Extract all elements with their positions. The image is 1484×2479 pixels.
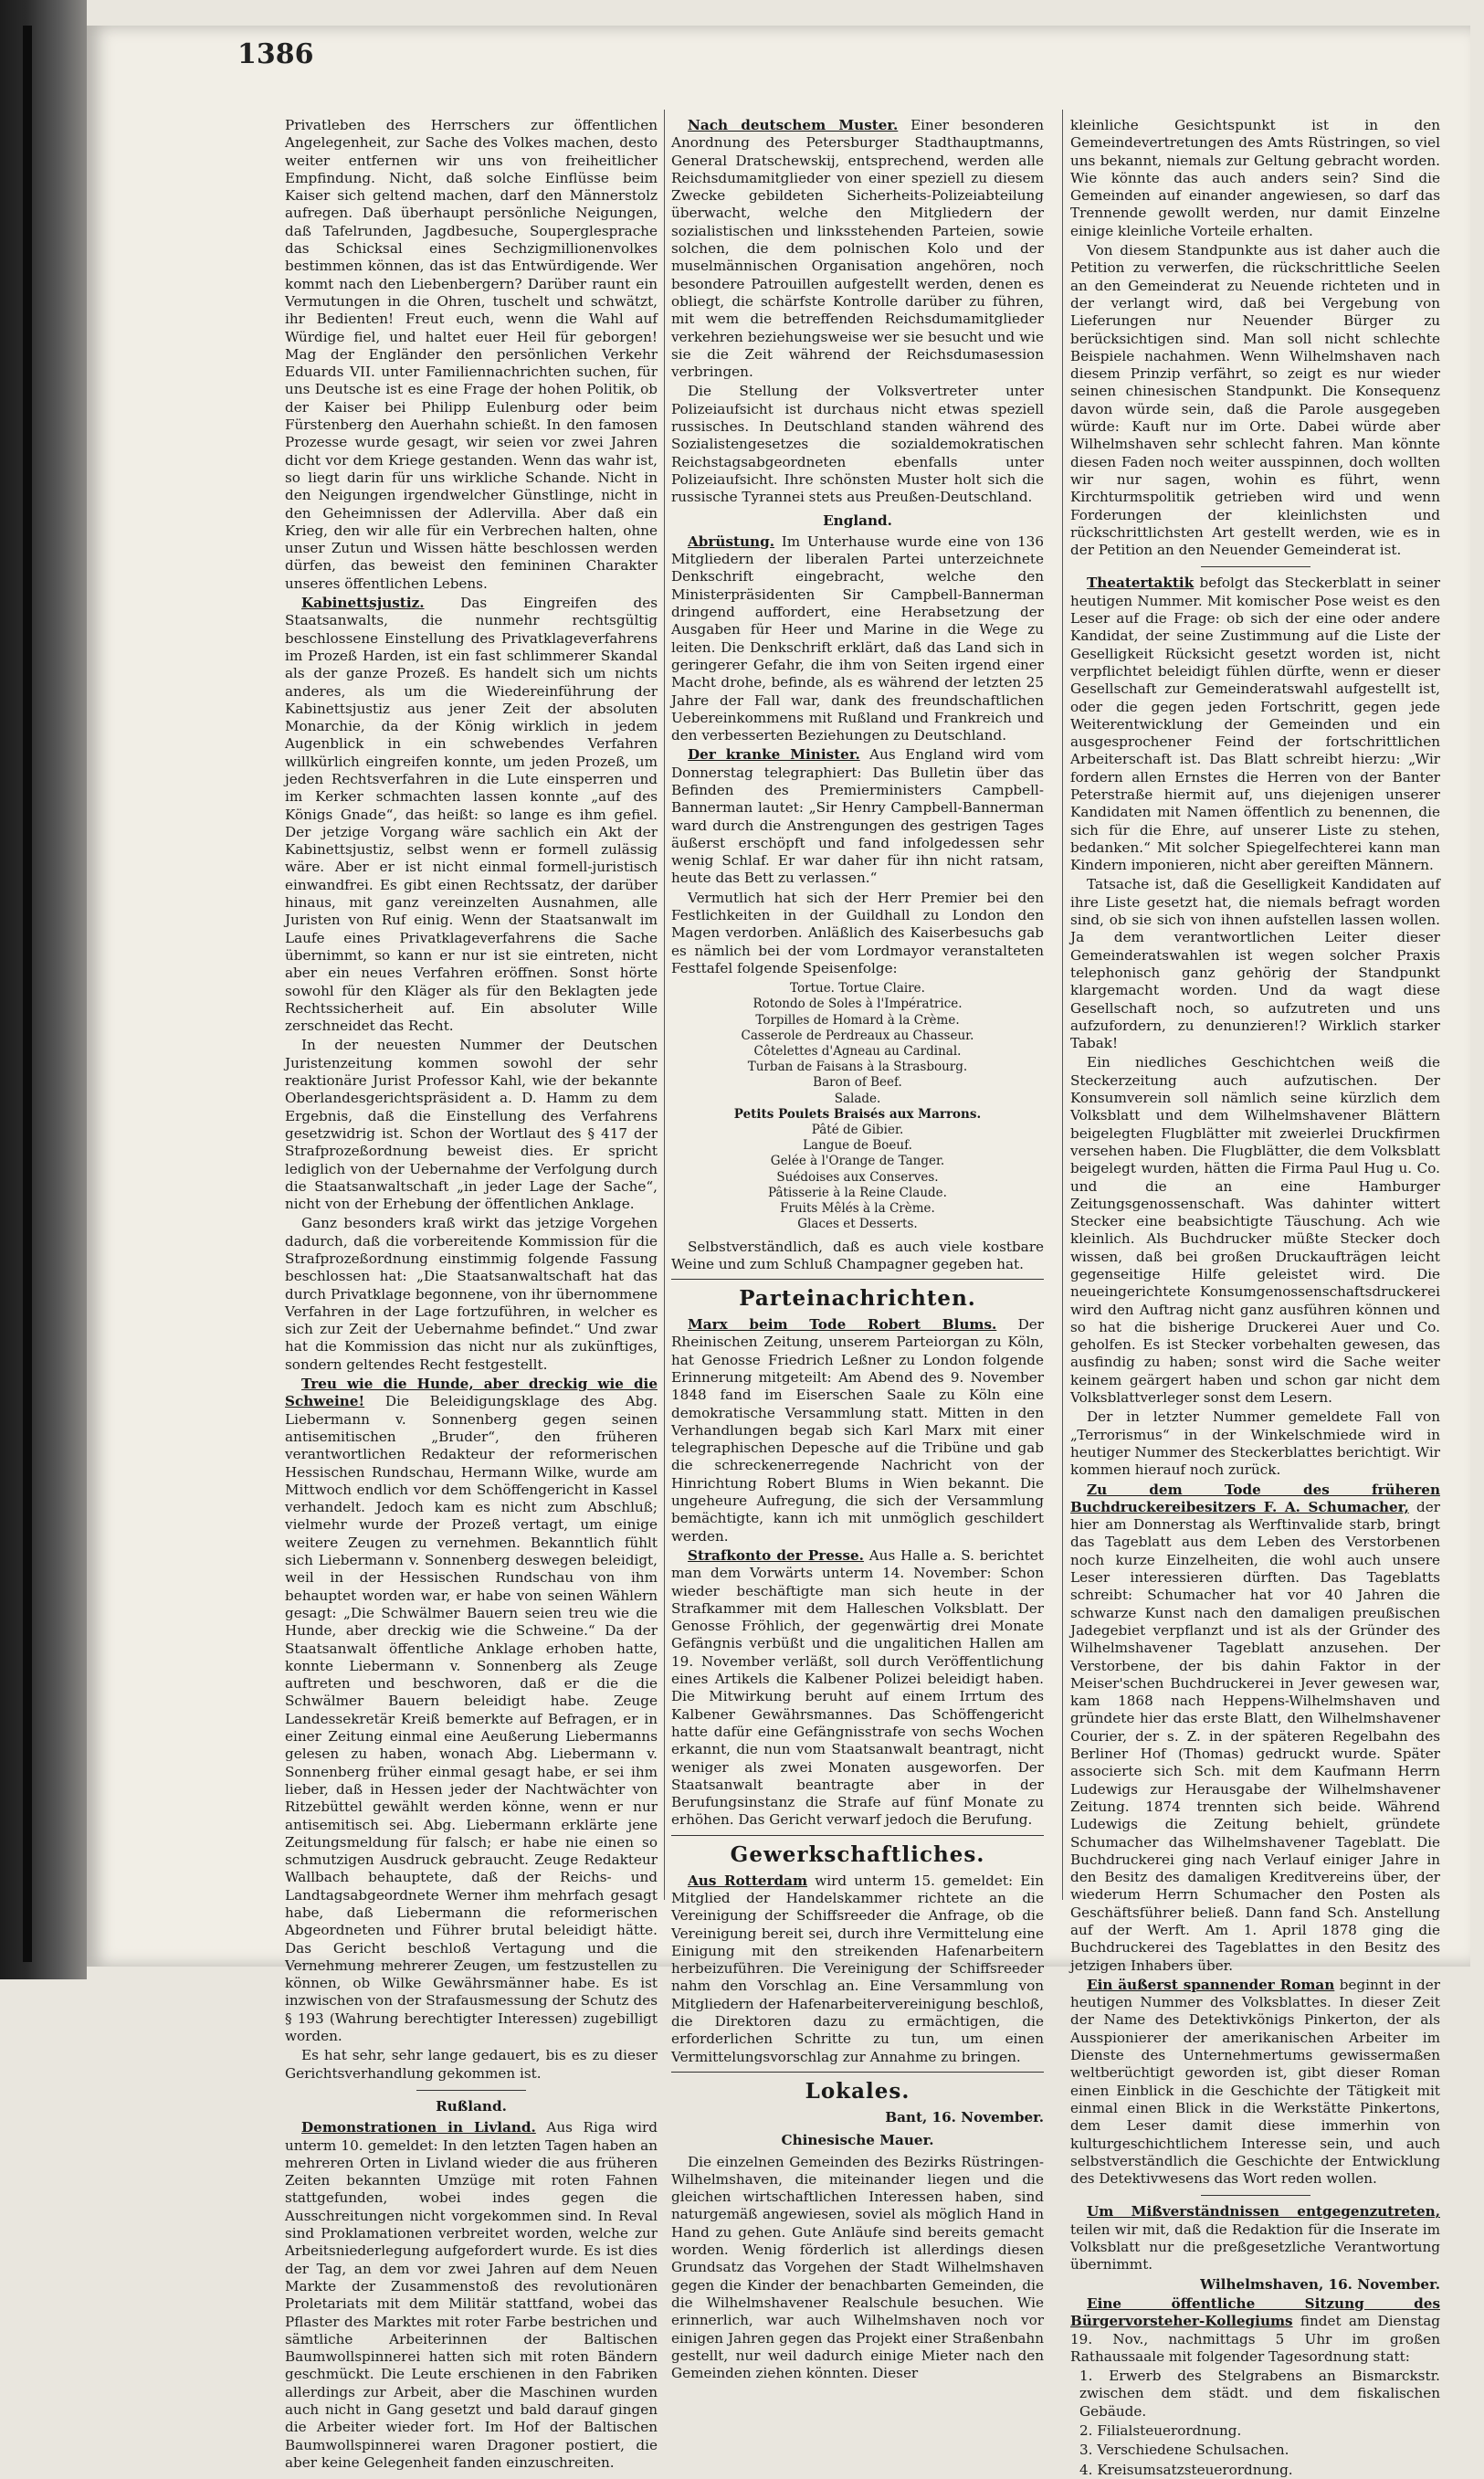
- article-paragraph: kleinliche Gesichtspunkt ist in den Gemeindevertretungen des Amts Rüstringen, so viel uns bekannt, niemals zur Geltung gebracht worden. Wie könnte das auch anders sein? Sind die Gemeinden auf einander angewiesen, so darf das Trennende gewollt werden, nur damit Einzelne einige kleinliche Vorteile erhalten.: [1070, 117, 1440, 239]
- section-heading-russland: Rußland.: [436, 2097, 507, 2115]
- menu-item: Côtelettes d'Agneau au Cardinal.: [753, 1044, 962, 1060]
- article-paragraph: Es hat sehr, sehr lange gedauert, bis es zu dieser Gerichtsverhandlung gekommen ist.: [285, 2047, 658, 2082]
- article-lead: Strafkonto der Presse.: [688, 1546, 864, 1564]
- article-text: befolgt das Steckerblatt in seiner heutigen Nummer. Mit komischer Pose weist es den Leser auf die Frage: ob sich der eine oder andere Kandidat, der seine Zustimmung auf die Liste der Geselligkeit Rücksicht gesetzt worden ist, nicht verpflichtet beleidigt fühlen dürfte, wenn er dieser Gesellschaft zur Gemeinderatswahl aufgestellt ist, oder die gegen jeden Fortschritt, gegen jede Weiterentwicklung der Gemeinden und ein ausgesprochener Feind der fortschrittlichen Arbeiterschaft ist. Das Blatt schreibt hierzu: „Wir fordern allen Ernstes die Herren von der Banter Peterstraße hiermit auf, uns diejenigen unserer Kandidaten mit Namen öffentlich zu benennen, die sich für die Ehre, auf unserer Liste zu stehen, bedanken.“ Mit solcher Spiegelfechterei kann man Kindern imponieren, nicht aber gereiften Männern.: [1070, 575, 1441, 874]
- article-sitzung: [1070, 2295, 1440, 2366]
- menu-item: Torpilles de Homard à la Crème.: [755, 1012, 960, 1028]
- article-paragraph: Ganz besonders kraß wirkt das jetzige Vorgehen dadurch, daß die vorbereitende Kommission für die Strafprozeßordnung einstimmig folgende Fassung beschlossen hat: „Die Staatsanwaltschaft hat das durch Privatklage begonnene, von ihr übernommene Verfahren in der Lage fortzuführen, in welcher es sich zur Zeit der Uebernahme befindet.“ Und zwar hat die Kommission das nicht nur als zukünftiges, sondern geltendes Recht festgestellt.: [285, 1215, 658, 1373]
- article-abruestung: [671, 533, 1044, 745]
- article-paragraph: Ein niedliches Geschichtchen weiß die Steckerzeitung auch aufzutischen. Der Konsumverein soll nämlich seine kürzlich dem Volksblatt und dem Wilhelmshavener Blättern beigelegten Flugblätter mit zweierlei Druckfirmen versehen haben. Die Flugblätter, die dem Volksblatt beigelegt wurden, hätten die Firma Paul Hug u. Co. und die an eine Hamburger Zeitungsgenossenschaft. Was dahinter wittert Stecker eine beabsichtigte Täuschung. Ach wie kleinlich. Als Buchdrucker müßte Stecker doch wissen, daß bei großen Druckaufträgen leicht gegenseitige Hilfe geleistet wird. Die neueingerichtete Konsumgenossenschaftsdruckerei wird den Auftrag nicht ganz ausführen können und so hat die bisherige Druckerei Auer und Co. geholfen. Es ist Stecker vorbehalten gewesen, das ausfindig zu haben; sonst wird die Sache weiter keinem geärgert haben und schon gar nicht dem Volksblattverleger sonst dem Lesern.: [1070, 1054, 1440, 1407]
- article-text: findet am Dienstag 19. Nov., nachmittags 5 Uhr im großen Rathaussaale mit folgender Tagesordnung statt:: [1070, 2313, 1440, 2365]
- section-heading-gewerkschaftliches: Gewerkschaftliches.: [730, 1841, 985, 1867]
- article-paragraph: Selbstverständlich, daß es auch viele kostbare Weine und zum Schluß Champagner gegeben hat.: [671, 1238, 1044, 1272]
- menu-item: Baron of Beef.: [813, 1075, 902, 1091]
- column-1: [285, 117, 658, 2471]
- article-roman: [1070, 1977, 1440, 2189]
- book-binding: [0, 0, 87, 1979]
- article-lead: Abrüstung.: [688, 533, 775, 550]
- article-paragraph: Vermutlich hat sich der Herr Premier bei den Festlichkeiten in der Guildhall zu London den Magen verdorben. Anläßlich des Kaiserbesuchs gab es nämlich bei der vom Lordmayor veranstalteten Festtafel folgende Speisenfolge:: [671, 889, 1044, 976]
- divider: [671, 1279, 1044, 1280]
- article-lead: Nach deutschem Muster.: [688, 117, 899, 133]
- divider: [416, 2090, 526, 2091]
- article-paragraph: Die einzelnen Gemeinden des Bezirks Rüstringen-Wilhelmshaven, die miteinander liegen und die gleichen wirtschaftlichen Interessen haben, sind naturgemäß angewiesen, soviel als möglich Hand in Hand zu gehen. Gute Anläufe sind bereits gemacht worden. Wenig förderlich ist allerdings diesen Grundsatz das Vorgehen der Stadt Wilhelmshaven gegen die Kinder der benachbarten Gemeinden, die die Wilhelmshavener Realschule besuchen. Wie erinnerlich, war auch Wilhelmshaven noch vor einigen Jahren gegen das Projekt einer Straßenbahn gestellt, nur weil dadurch einige Mieter nach den Gemeinden ziehen könnten. Dieser: [671, 2153, 1044, 2382]
- article-text: Einer besonderen Anordnung des Petersburger Stadthauptmanns, General Dratschewskij, entsprechend, werden alle Reichsdumamitglieder von einer speziell zu diesem Zwecke gebildeten Sicherheits-Polizeiabteilung überwacht, welche den Mitgliedern der sozialistischen und linksstehenden Parteien, sowie solchen, die dem polnischen Kolo und der muselmännischen Organisation angehören, noch besondere Patrouillen aufgestellt werden, denen es obliegt, die schärfste Kontrolle darüber zu führen, mit wem die betreffenden Reichsdumamitglieder verkehren beziehungsweise wer sie besucht und wie sie die Zeit während der Reichsdumasession verbringen.: [671, 117, 1044, 381]
- page-number: 1386: [237, 38, 314, 70]
- article-lead: Der kranke Minister.: [688, 746, 860, 764]
- article-text: Aus Halle a. S. berichtet man dem Vorwärts unterm 14. November: Schon wieder beschäftigte man sich heute in der Strafkammer mit dem Halleschen Volksblatt. Der Genosse Fröhlich, der gegenwärtig drei Monate Gefängnis verbüßt und die ungalitichen Hallen am 19. November verläßt, soll durch Veröffentlichung eines Artikels die Kalbener Polizei beleidigt haben. Die Mitwirkung beruht auf einem Irrtum des Kalbener Gewährsmannes. Das Schöffengericht hatte dafür eine Gefängnisstrafe von sechs Wochen erkannt, die nun vom Staatsanwalt beantragt, nicht weniger als zwei Monaten ausgeworfen. Der Staatsanwalt beantragte aber in der Berufungsinstanz die Strafe auf fünf Monate zu erhöhen. Das Gericht verwarf jedoch die Berufung.: [671, 1546, 1044, 1829]
- article-text: Das Eingreifen des Staatsanwalts, die nunmehr rechtsgültig beschlossene Einstellung des Privatklageverfahrens im Prozeß Harden, ist ein fast schlimmerer Skandal als der ganze Prozeß. Es handelt sich um nichts anderes, als um die Wiedereinführung der Kabinettsjustiz aus jener Zeit der absoluten Monarchie, da der König wirklich in jedem Augenblick in ein schwebendes Verfahren willkürlich eingreifen konnte, um jeden Prozeß, um jeden Rechtsverfahren in die Lute einsperren und im Kerker schmachten lassen konnte „auf des Königs Gnade“, das heißt: so lange es ihm gefiel. Der jetzige Vorgang wäre sachlich ein Akt der Kabinettsjustiz, selbst wenn er formell zulässig wäre. Aber er ist nicht einmal formell-juristisch einwandfrei. Es gibt einen Rechtssatz, der darüber hinaus, mit ganz vereinzelten Ausnahmen, alle Juristen von Ruf einig. Wenn der Staatsanwalt im Laufe eines Privatklageverfahrens die Sache übernimmt, so kann er nur ist sie eintreten, nicht aber ein neues Verfahren eröffnen. Sonst hörte sowohl für den Kläger als für den Beklagten jede Rechtssicherheit auf. Ein absoluter Wille zerschneidet das Recht.: [285, 595, 658, 1035]
- column-rule-2: [1062, 110, 1063, 1900]
- article-lead: Um Mißverständnissen entgegenzutreten,: [1087, 2203, 1440, 2221]
- article-text: Der Rheinischen Zeitung, unserem Parteiorgan zu Köln, hat Genosse Friedrich Leßner zu London folgende Erinnerung mitgeteilt: Am Abend des 9. November 1848 fand im Eiserschen Saale zu Köln eine demokratische Versammlung statt. Mitten in den Verhandlungen begab sich Karl Marx mit einer telegraphischen Depesche auf die Tribüne und gab die schreckenerregende Nachricht von der Hinrichtung Robert Blums in Wien bekannt. Die ungeheure Aufregung, die sich der Versammlung bemächtigte, kann ich mit unmöglich geschildert werden.: [671, 1316, 1044, 1545]
- column-3: [1070, 117, 1441, 2478]
- article-kabinettsjustiz: [285, 595, 658, 1035]
- article-theatertaktik: [1070, 575, 1440, 874]
- section-heading-england: England.: [823, 512, 892, 529]
- banquet-menu: [671, 981, 1044, 1232]
- binding-edge: [23, 26, 32, 1962]
- menu-item: Casserole de Perdreaux au Chasseur.: [741, 1028, 974, 1043]
- article-text: beginnt in der heutigen Nummer des Volksblattes. In dieser Zeit der Name des Detektivkönigs Pinkerton, der als Ausspionierer der amerikanischen Arbeiter im Dienste des Unternehmertums gewissermaßen weltberüchtigt geworden ist, gibt dieser Roman einen Einblick in die Geschichte der Tätigkeit mit einmal einen Blick in die Werkstätte Pinkertons, dem Leser damit diese immerhin von kulturgeschichtlichem Interesse sein, und auch selbstverständlich die Geschichte der Entwicklung des Detektivwesens das Wort reden wollen.: [1070, 1976, 1440, 2188]
- article-lead: Kabinettsjustiz.: [301, 595, 425, 612]
- divider: [671, 2072, 1044, 2073]
- article-lead: Treu wie die Hunde, aber dreckig wie die Schweine!: [285, 1376, 658, 1410]
- menu-item: Fruits Mêlés à la Crème.: [780, 1201, 935, 1217]
- article-livland: [285, 2119, 658, 2472]
- menu-item: Glaces et Desserts.: [797, 1217, 918, 1232]
- menu-item: Langue de Boeuf.: [803, 1138, 912, 1154]
- column-rule-1: [664, 110, 665, 1900]
- article-rotterdam: [671, 1872, 1044, 2066]
- article-text: teilen wir mit, daß die Redaktion für die Inserate im Volksblatt nur die preßgesetzliche Verantwortung übernimmt.: [1070, 2221, 1440, 2273]
- article-paragraph: Tatsache ist, daß die Geselligkeit Kandidaten auf ihre Liste gesetzt hat, die niemals befragt worden sind, ob sie sich von ihnen aufstellen lassen wollen. Ja dem verantwortlichen Leiter dieser Gemeinderatswahlen ist wegen solcher Praxis telephonisch ganz gehörig der Standpunkt klargemacht worden. Und da wagt diese Gesellschaft noch, so aufzutreten und uns aufzufordern, zu denunzieren!? Wirklich starker Tabak!: [1070, 876, 1440, 1052]
- article-text: wird unterm 15. gemeldet: Ein Mitglied der Handelskammer richtete an die Vereinigung der Schiffsreeder die Anfrage, ob die Vereinigung bereit sei, durch ihre Vermittelung eine Einigung mit den streikenden Hafenarbeitern herbeizuführen. Die Vereinigung der Schiffsreeder nahm den Vorschlag an. Eine Versammlung von Mitgliedern der Hafenarbeitervereinigung beschloß, die Direktoren dazu zu ermächtigen, die erforderlichen Schritte zu tun, um einen Vermittelungsvorschlag zur Annahme zu bringen.: [671, 1872, 1045, 2065]
- article-kranke-minister: [671, 746, 1044, 887]
- article-schumacher: [1070, 1482, 1440, 1975]
- menu-item: Gelée à l'Orange de Tanger.: [770, 1154, 945, 1169]
- section-heading-parteinachrichten: Parteinachrichten.: [739, 1286, 976, 1312]
- article-missverstaendnisse: [1070, 2203, 1440, 2273]
- article-paragraph: Der in letzter Nummer gemeldete Fall von „Terrorismus“ in der Winkelschmiede wird in heutiger Nummer des Steckerblattes berichtigt. Wir kommen hierauf noch zurück.: [1070, 1408, 1440, 1479]
- divider: [1201, 2195, 1310, 2196]
- menu-item: Petits Poulets Braisés aux Marrons.: [733, 1106, 982, 1122]
- article-lead: Aus Rotterdam: [688, 1872, 808, 1889]
- menu-item: Tortue. Tortue Claire.: [790, 981, 925, 997]
- dateline: Wilhelmshaven, 16. November.: [1200, 2275, 1440, 2293]
- agenda-item: 1. Erwerb des Stelgrabens an Bismarckstr. zwischen dem städt. und dem fiskalischen Gebäude.: [1079, 2368, 1440, 2420]
- menu-item: Salade.: [834, 1091, 881, 1106]
- column-2: [671, 117, 1045, 2382]
- menu-item: Turban de Faisans à la Strasbourg.: [747, 1060, 968, 1075]
- article-lead: Demonstrationen in Livland.: [301, 2119, 536, 2136]
- article-text: Aus Riga wird unterm 10. gemeldet: In den letzten Tagen haben an mehreren Orten in Livland wieder die aus früheren Zeiten bekannten Umzüge mit roten Fahnen stattgefunden, wobei indes gegen die Ausschreitungen nicht vorgekommen sind. In Reval sind Proklamationen verbreitet worden, welche zur Arbeitsniederlegung aufgefordert wurde. Es ist dies der Tag, an dem vor zwei Jahren auf dem Neuen Markte der Zusammenstoß des revolutionären Proletariats mit dem Militär stattfand, wobei das Pflaster des Marktes mit roter Farbe bestrichen und sämtliche Arbeiterinnen der Baltischen Baumwollspinnerei hatten sich mit roten Bändern geschmückt. Die Leute erschienen in den Fabriken allerdings zur Arbeit, aber die Maschinen wurden auch nicht in Gang gesetzt und bald darauf gingen die Arbeiter wieder fort. Im Hof der Baltischen Baumwollspinnerei waren Dragoner postiert, die aber keine Gelegenheit fanden einzuschreiten.: [285, 2119, 658, 2471]
- article-text: Im Unterhause wurde eine von 136 Mitgliedern der liberalen Partei unterzeichnete Denkschrift eingebracht, welche den Ministerpräsidenten Sir Campbell-Bannerman dringend auffordert, eine Herabsetzung der Ausgaben für Heer und Marine in die Wege zu leiten. Die Denkschrift erklärt, daß das Land sich in geringerer Gefahr, die ihm von Seiten irgend einer Macht drohe, befinde, als es während der letzten 25 Jahre der Fall war, dank des freundschaftlichen Uebereinkommens mit Rußland und Frankreich und den verbesserten Beziehungen zu Deutschland.: [671, 533, 1044, 744]
- menu-item: Suédoises aux Conserves.: [776, 1169, 939, 1185]
- article-treu-wie-die-hunde: [285, 1376, 658, 2045]
- divider: [1201, 566, 1310, 567]
- dateline: Bant, 16. November.: [885, 2108, 1044, 2126]
- article-text: der hier am Donnerstag als Werftinvalide starb, bringt das Tageblatt aus dem Leben des Verstorbenen noch kurze Einzelheiten, die wohl auch unsere Leser interessieren dürften. Das Tageblatts schreibt: Schumacher hat vor 40 Jahren die schwarze Kunst nach den damaligen preußischen Jadegebiet verpflanzt und ist als der Gründer des Wilhelmshavener Tageblatt anzusehen. Der Verstorbene, der bis dahin Faktor in der Meiser'schen Buchdruckerei in Jever gewesen war, kam 1868 nach Heppens-Wilhelmshaven und gründete hier das erste Blatt, den Wilhelmshavener Courier, der s. Z. in der späteren Regelbahn des Berliner Hof (Thomas) gedruckt wurde. Später associerte sich Sch. mit dem Kaufmann Herrn Ludewigs zur Herausgabe der Wilhelmshavener Zeitung. 1874 trennten sich beide. Während Ludewigs die Zeitung behielt, gründete Schumacher das Wilhelmshavener Tageblatt. Die Buchdruckerei ging nach Verlauf einiger Jahre in den Besitz des damaligen Kreditvereins über, der wiederum Herrn Schumacher den Posten als Geschäftsführer beließ. Dann fand Sch. Anstellung auf der Werft. Am 1. April 1878 ging die Buchdruckerei des Tageblattes in den Besitz des jetzigen Inhabers über.: [1070, 1498, 1441, 1974]
- article-text: Die Beleidigungsklage des Abg. Liebermann v. Sonnenberg gegen seinen antisemitischen „Bruder“, den früheren verantwortlichen Redakteur der reformerischen Hessischen Rundschau, Hermann Wilke, wurde am Mittwoch endlich vor dem Schöffengericht in Kassel verhandelt. Jedoch kam es nicht zum Abschluß; vielmehr wurde der Prozeß vertagt, um einige weitere Zeugen zu vernehmen. Bekanntlich fühlt sich Liebermann v. Sonnenberg deswegen beleidigt, weil in der Hessischen Rundschau von ihm behauptet worden war, er habe von seinen Wählern gesagt: „Die Schwälmer Bauern seien treu wie die Hunde, aber dreckig wie die Schweine.“ Da der Staatsanwalt öffentliche Anklage erhoben hatte, konnte Liebermann v. Sonnenberg als Zeuge auftreten und beschworen, daß er die die Schwälmer Bauern beleidigt habe. Zeuge Landessekretär Kreiß bemerkte auf Befragen, er in einer Zeitung einmal eine Aeußerung Liebermanns gelesen zu haben, wonach Abg. Liebermann v. Sonnenberg früher einmal gesagt habe, er sei ihm lieber, daß in Hessen jeder der Nachtwächter von Ritzebüttel gewählt werden könne, wenn er nur antisemitisch sei. Abg. Liebermann erklärte jene Zeitungsmeldung für falsch; er habe nie einen so schmutzigen Ausdruck gebraucht. Zeuge Redakteur Wallbach behauptete, daß der Reichs- und Landtagsabgeordnete Werner ihm mehrfach gesagt habe, daß Liebermann die reformerischen Abgeordneten und Führer brutal beleidigt hätte. Das Gericht beschloß Vertagung und die Vernehmung mehrerer Zeugen, um festzustellen zu können, ob Wilke Gewährsmänner habe. Es ist inzwischen von der Strafausmessung der Schutz des § 193 (Wahrung berechtigter Interessen) zugebilligt worden.: [285, 1393, 658, 2045]
- menu-item: Pâté de Gibier.: [811, 1123, 904, 1138]
- article-text: Aus England wird vom Donnerstag telegraphiert: Das Bulletin über das Befinden des Premierministers Campbell-Bannerman lautet: „Sir Henry Campbell-Bannerman ward durch die Anstrengungen des gestrigen Tages äußerst erschöpft und fand infolgedessen sehr wenig Schlaf. Er war daher für ihn nicht ratsam, heute das Bett zu verlassen.“: [671, 746, 1044, 887]
- article-heading-chinesische-mauer: Chinesische Mauer.: [781, 2132, 934, 2149]
- article-lead: Ein äußerst spannender Roman: [1087, 1976, 1335, 1993]
- article-paragraph: Privatleben des Herrschers zur öffentlichen Angelegenheit, zur Sache des Volkes machen, desto weiter entfernen wir uns von freiheitlicher Empfindung. Nicht, daß solche Einflüsse beim Kaiser sich geltend machen, darf den Männerstolz aufregen. Daß überhaupt persönliche Neigungen, daß Tafelrunden, Jagdbesuche, Souperglesprache das Schicksal eines Sechzigmillionenvolkes bestimmen können, das ist das Entwürdigende. Wer kommt nach den Liebenbergern? Darüber raunt ein Vermutungen in die Ohren, tuschelt und schwätzt, ihr Bedienten! Freut euch, wenn die Wahl auf Würdige fiel, und haltet euer Heil für geborgen! Mag der Engländer den persönlichen Verkehr Eduards VII. unter Familiennachrichten suchen, für uns Deutsche ist es eine Frage der hohen Politik, ob der Kaiser bei Philipp Eulenburg oder beim Fürstenberg den Auerhahn schießt. In den famosen Prozesse wurde gesagt, wir seien vor zwei Jahren dicht vor dem Kriege gestanden. Wenn das wahr ist, so liegt darin für uns wirkliche Schande. Nicht in den Neigungen irgendwelcher Günstlinge, nicht in den Geheimnissen der Adlervilla. Aber daß ein Krieg, den wir alle für ein Verbrechen halten, ohne unser Zutun und Wissen hätte beschlossen werden dürfen, das beweist den femininen Charakter unseres öffentlichen Lebens.: [285, 117, 658, 592]
- agenda-item: 2. Filialsteuerordnung.: [1079, 2422, 1242, 2439]
- article-lead: Marx beim Tode Robert Blums.: [688, 1316, 997, 1334]
- article-paragraph: In der neuesten Nummer der Deutschen Juristenzeitung kommen sowohl der sehr reaktionäre Jurist Professor Kahl, wie der bekannte Oberlandesgerichtspräsident a. D. Hamm zu dem Ergebnis, daß die Einstellung des Verfahrens gesetzwidrig ist. Schon der Wortlaut des § 417 der Strafprozeßordnung beweist dies. Er spricht lediglich von der Uebernahme der Verfolgung durch die Staatsanwaltschaft „in jeder Lage der Sache“, nicht von der Erhebung der öffentlichen Anklage.: [285, 1037, 658, 1213]
- divider: [671, 1835, 1044, 1836]
- article-lead: Zu dem Tode des früheren Buchdruckereibesitzers F. A. Schumacher,: [1070, 1481, 1440, 1515]
- article-lead: Eine öffentliche Sitzung des Bürgervorsteher-Kollegiums: [1070, 2294, 1440, 2330]
- section-heading-lokales: Lokales.: [805, 2078, 910, 2104]
- article-marx-blum: [671, 1316, 1044, 1545]
- agenda-item: 4. Kreisumsatzsteuerordnung.: [1079, 2461, 1293, 2478]
- article-strafkonto: [671, 1547, 1044, 1830]
- article-paragraph: Die Stellung der Volksvertreter unter Polizeiaufsicht ist durchaus nicht etwas speziell russisches. In Deutschland standen während des Sozialistengesetzes die sozialdemokratischen Reichstagsabgeordneten ebenfalls unter Polizeiaufsicht. Ihre schönsten Muster holt sich die russische Tyrannei stets aus Preußen-Deutschland.: [671, 383, 1044, 506]
- article-paragraph: Von diesem Standpunkte aus ist daher auch die Petition zu verwerfen, die rückschrittliche Seelen an den Gemeinderat zu Neuende richteten und in der verlangt wird, daß bei Vergebung von Lieferungen nur Neuender Bürger zu berücksichtigen sind. Man soll nicht schlechte Beispiele nachahmen. Wenn Wilhelmshaven nach diesem Prinzip verfährt, so zeigt es nur wieder seinen chinesischen Standpunkt. Die Konsequenz davon würde sein, daß die Parole ausgegeben würde: Kauft nur im Orte. Dabei würde aber Wilhelmshaven sehr schlecht fahren. Man könnte diesen Faden noch weiter ausspinnen, doch wollten wir nur sagen, wohin es führt, wenn Kirchturmspolitik getrieben wird und wenn Forderungen der kleinlichsten und rückschrittlichsten Art gestellt werden, wie es in der Petition an den Neuender Gemeinderat ist.: [1070, 242, 1440, 559]
- article-deutsches-muster: [671, 117, 1044, 381]
- menu-item: Pâtisserie à la Reine Claude.: [768, 1185, 947, 1200]
- agenda-item: 3. Verschiedene Schulsachen.: [1079, 2442, 1289, 2459]
- article-lead: Theatertaktik: [1087, 575, 1195, 592]
- menu-item: Rotondo de Soles à l'Impératrice.: [753, 997, 963, 1012]
